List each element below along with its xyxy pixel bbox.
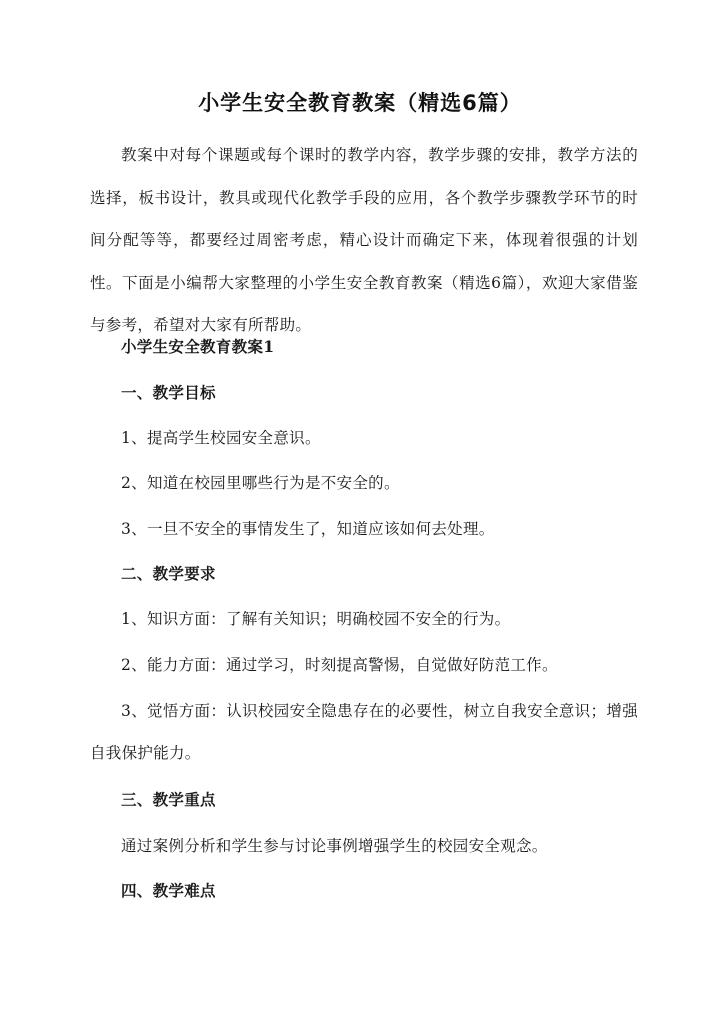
heading-teaching-difficulty: 四、教学难点 <box>121 881 216 900</box>
heading-teaching-focus: 三、教学重点 <box>121 790 216 809</box>
section-title: 小学生安全教育教案1 <box>121 337 275 356</box>
goal-item: 3、一旦不安全的事情发生了，知道应该如何去处理。 <box>121 520 495 538</box>
requirement-item: 1、知识方面：了解有关知识；明确校园不安全的行为。 <box>121 610 511 628</box>
goal-item: 1、提高学生校园安全意识。 <box>121 429 321 447</box>
requirement-item: 3、觉悟方面：认识校园安全隐患存在的必要性，树立自我安全意识；增强自我保护能力。 <box>90 702 638 762</box>
goal-item: 2、知道在校园里哪些行为是不安全的。 <box>121 474 400 492</box>
document-title: 小学生安全教育教案（精选6篇） <box>198 91 522 115</box>
focus-text: 通过案例分析和学生参与讨论事例增强学生的校园安全观念。 <box>121 837 548 855</box>
requirement-item: 2、能力方面：通过学习，时刻提高警惕，自觉做好防范工作。 <box>121 656 558 674</box>
intro-paragraph: 教案中对每个课题或每个课时的教学内容，教学步骤的安排，教学方法的选择，板书设计，教具或现代化教学手段的应用，各个教学步骤教学环节的时间分配等等，都要经过周密考虑，精心设计而确定下来，体现着很强的计划性。下面是小编帮大家整理的小学生安全教育教案（精选6篇），欢迎大家借鉴与参考，希望对大家有所帮助。 <box>90 146 638 334</box>
heading-teaching-goals: 一、教学目标 <box>121 383 216 402</box>
heading-teaching-requirements: 二、教学要求 <box>121 564 216 583</box>
